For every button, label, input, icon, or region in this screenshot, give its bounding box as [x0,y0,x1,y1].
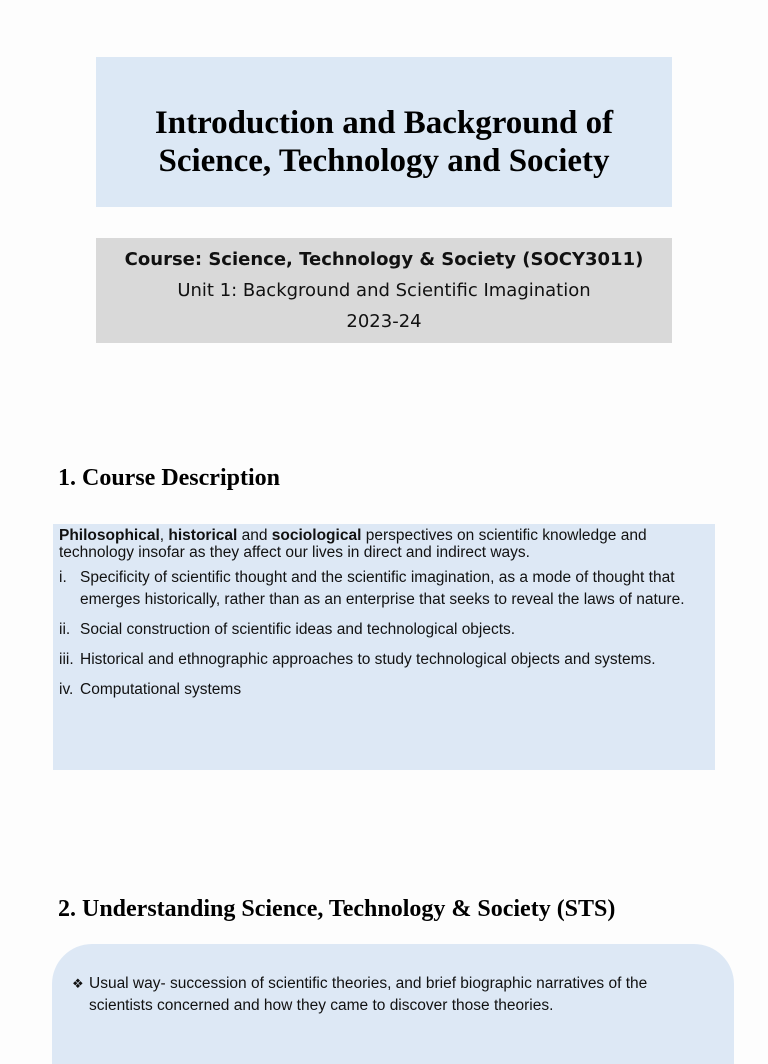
sts-item-text: Usual way- succession of scientific theories, and brief biographic narratives of the scientists concerned and how they came to discover those theories. [89,975,648,1014]
title-banner [96,57,672,207]
list-item [59,649,709,671]
title-line-1: Introduction and Background of [154,105,614,141]
diamond-bullet-icon: ❖ [72,976,84,991]
list-item-text: Specificity of scientific thought and the scientific imagination, as a mode of thought that emerges historically, rather than as an enterprise that seeks to reveal the laws of nature. [80,569,685,608]
intro-sep-2: and [237,527,272,544]
list-item-number: ii. [59,621,71,638]
course-code: Course: Science, Technology & Society (SOCY3011) [124,249,644,270]
list-item-text: Social construction of scientific ideas and technological objects. [80,621,516,638]
intro-bold-sociological: sociological [271,527,362,544]
intro-bold-historical: historical [168,527,238,544]
section-heading-sts: 2. Understanding Science, Technology & Society (STS) [58,896,616,922]
list-item [59,619,709,641]
sts-bullet-item [72,973,714,1017]
sts-box [52,944,734,1064]
list-item-text: Historical and ethnographic approaches to study technological objects and systems. [80,651,656,668]
intro-sep-1: , [159,527,169,544]
course-info-box [96,238,672,343]
description-intro [59,527,709,561]
list-item [59,567,709,611]
intro-bold-philosophical: Philosophical [59,527,160,544]
list-item [59,679,709,701]
list-item-number: iii. [59,651,74,668]
academic-year: 2023-24 [346,311,422,332]
unit-title: Unit 1: Background and Scientific Imagination [177,280,591,301]
section-heading-course-description: 1. Course Description [58,465,280,491]
intro-rest: perspectives on scientific knowledge and technology insofar as they affect our lives in direct and indirect ways. [59,527,647,561]
description-list [59,567,709,701]
title-line-2: Science, Technology and Society [158,143,610,179]
list-item-text: Computational systems [80,681,242,698]
list-item-number: iv. [59,681,74,698]
course-description-box [53,524,715,770]
list-item-number: i. [59,569,67,586]
